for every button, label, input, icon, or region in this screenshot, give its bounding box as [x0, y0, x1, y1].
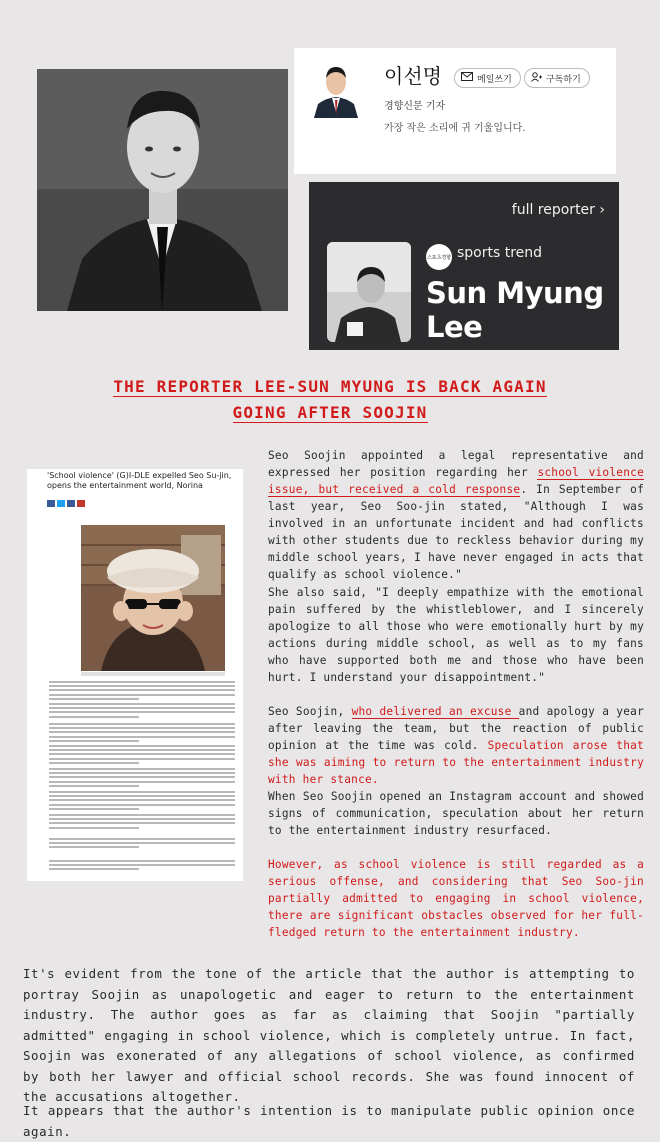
reporter-motto: 가장 작은 소리에 귀 기울입니다.	[384, 123, 526, 134]
article-text-line	[49, 758, 235, 760]
paragraph-3	[268, 703, 644, 788]
article-text-line	[49, 703, 235, 705]
article-text-line	[49, 723, 235, 725]
trend-brand-name: sports trend	[457, 245, 543, 261]
mail-icon	[461, 72, 473, 84]
article-text-line	[49, 753, 235, 755]
headline-line2: GOING AFTER SOOJIN	[232, 403, 428, 422]
article-text-line	[49, 827, 139, 829]
commentary-paragraph-2: It appears that the author's intention is to manipulate public opinion once again.	[23, 1103, 635, 1139]
paragraph-5: However, as school violence is still regarded as a serious offense, and considering that Seo Soo-jin partially admitted to engaging in school violence, there are significant obstacles observed for her full-fledged return to the entertainment industry.	[268, 858, 644, 939]
subscribe-button-label: 구독하기	[546, 74, 581, 85]
reporter-affiliation: 경향신문 기자	[384, 101, 446, 112]
article-text-line	[49, 736, 235, 738]
reporter-profile-card	[294, 48, 616, 174]
twitter-icon	[57, 500, 65, 507]
article-text-line	[49, 711, 235, 713]
reporter-avatar	[312, 60, 360, 118]
article-screenshot	[27, 469, 243, 881]
article-text-line	[49, 768, 235, 770]
article-title: 'School violence' (G)I-DLE expelled Seo Su-jin, opens the entertainment world, Norina	[47, 471, 232, 490]
article-text-line	[49, 799, 235, 801]
headline-line1: THE REPORTER LEE-SUN MYUNG IS BACK AGAIN	[113, 377, 547, 396]
article-text-line	[49, 791, 235, 793]
article-text-line	[49, 762, 139, 764]
commentary-paragraph-1: It's evident from the tone of the article that the author is attempting to portray Soojin as unapologetic and eager to return to the entertainment industry. The author goes as far as claiming that Soojin "partially admitted" engaging in school violence, which is completely untrue. In fact, Soojin was exonerated of any allegations of school violence, as confirmed by both her lawyer and official school records. She was found innocent of the accusations altogether.	[23, 966, 635, 1104]
email-button[interactable]	[454, 68, 521, 88]
article-text-line	[49, 842, 235, 844]
article-photo	[81, 525, 225, 671]
p3-text-a: Seo Soojin,	[268, 705, 352, 718]
article-text-line	[49, 731, 235, 733]
article-text-line	[49, 727, 235, 729]
p3-text-c: and apology a year after leaving the team, but the reaction of public opinion at the time was cold.	[268, 705, 644, 752]
paragraph-4: When Seo Soojin opened an Instagram account and showed signs of communication, speculation about her return to the entertainment industry resurfaced.	[268, 790, 644, 837]
paragraph-1	[268, 447, 644, 583]
article-text-line	[49, 860, 235, 862]
article-text-line	[49, 681, 235, 683]
reporter-name: 이선명	[384, 64, 442, 88]
article-text-line	[49, 772, 235, 774]
article-share-buttons	[47, 500, 85, 507]
full-reporter-label: full reporter	[511, 202, 595, 218]
article-text-line	[49, 776, 235, 778]
full-reporter-link[interactable]	[512, 202, 605, 218]
trend-reporter-photo	[327, 242, 411, 342]
reporter-photo	[37, 69, 288, 311]
article-text-line	[49, 707, 235, 709]
trend-name-line2: Lee	[426, 310, 483, 344]
p3-red-text: Speculation arose that she was aiming to return to the entertainment industry with her stance.	[268, 739, 644, 786]
article-text-line	[49, 698, 139, 700]
article-text-line	[49, 740, 139, 742]
subscribe-button[interactable]	[524, 68, 590, 88]
facebook-icon	[47, 500, 55, 507]
p1-highlight: school violence issue, but received a cold response	[268, 466, 645, 496]
article-photo-caption	[81, 672, 225, 676]
trend-name-line1: Sun Myung	[426, 276, 604, 310]
trend-reporter-name	[426, 276, 616, 344]
paragraph-2: She also said, "I deeply empathize with the emotional pain suffered by the whistleblower, and I sincerely apologize to all those who were emotionally hurt by my actions during middle school, as well as to my fans who have supported both me and those who have been hurt. I understand your disappointment."	[268, 586, 644, 684]
article-text-line	[49, 716, 139, 718]
article-text-line	[49, 818, 235, 820]
link-icon	[77, 500, 85, 507]
article-text-line	[49, 694, 235, 696]
p1-text-a: Seo Soojin appointed a legal representative and expressed her position regarding her	[268, 449, 644, 479]
article-text-line	[49, 868, 139, 870]
article-text-line	[49, 785, 139, 787]
headline	[0, 374, 660, 426]
article-text-line	[49, 838, 235, 840]
article-text-line	[49, 685, 235, 687]
article-text-line	[49, 795, 235, 797]
sports-trend-logo: 스포츠경향	[426, 244, 452, 270]
article-text-line	[49, 781, 235, 783]
article-text-line	[49, 745, 235, 747]
article-text-line	[49, 804, 235, 806]
person-plus-icon	[531, 72, 542, 85]
sports-trend-card	[309, 182, 619, 350]
article-text-line	[49, 864, 235, 866]
article-text-line	[49, 846, 139, 848]
article-text-line	[49, 749, 235, 751]
chevron-right-icon: ›	[599, 202, 605, 218]
share-icon	[67, 500, 75, 507]
article-text-line	[49, 822, 235, 824]
email-button-label: 메일쓰기	[477, 74, 512, 85]
article-text-line	[49, 814, 235, 816]
article-text-line	[49, 689, 235, 691]
article-text-line	[49, 808, 139, 810]
p3-highlight: who delivered an excuse	[351, 705, 519, 718]
p1-text-c: . In September of last year, Seo Soo-jin stated, "Although I was involved in an unfortunate incident and had conflicts with other students due to reckless behavior during my middle school years, I have never engaged in acts that qualify as school violence."	[268, 483, 645, 581]
